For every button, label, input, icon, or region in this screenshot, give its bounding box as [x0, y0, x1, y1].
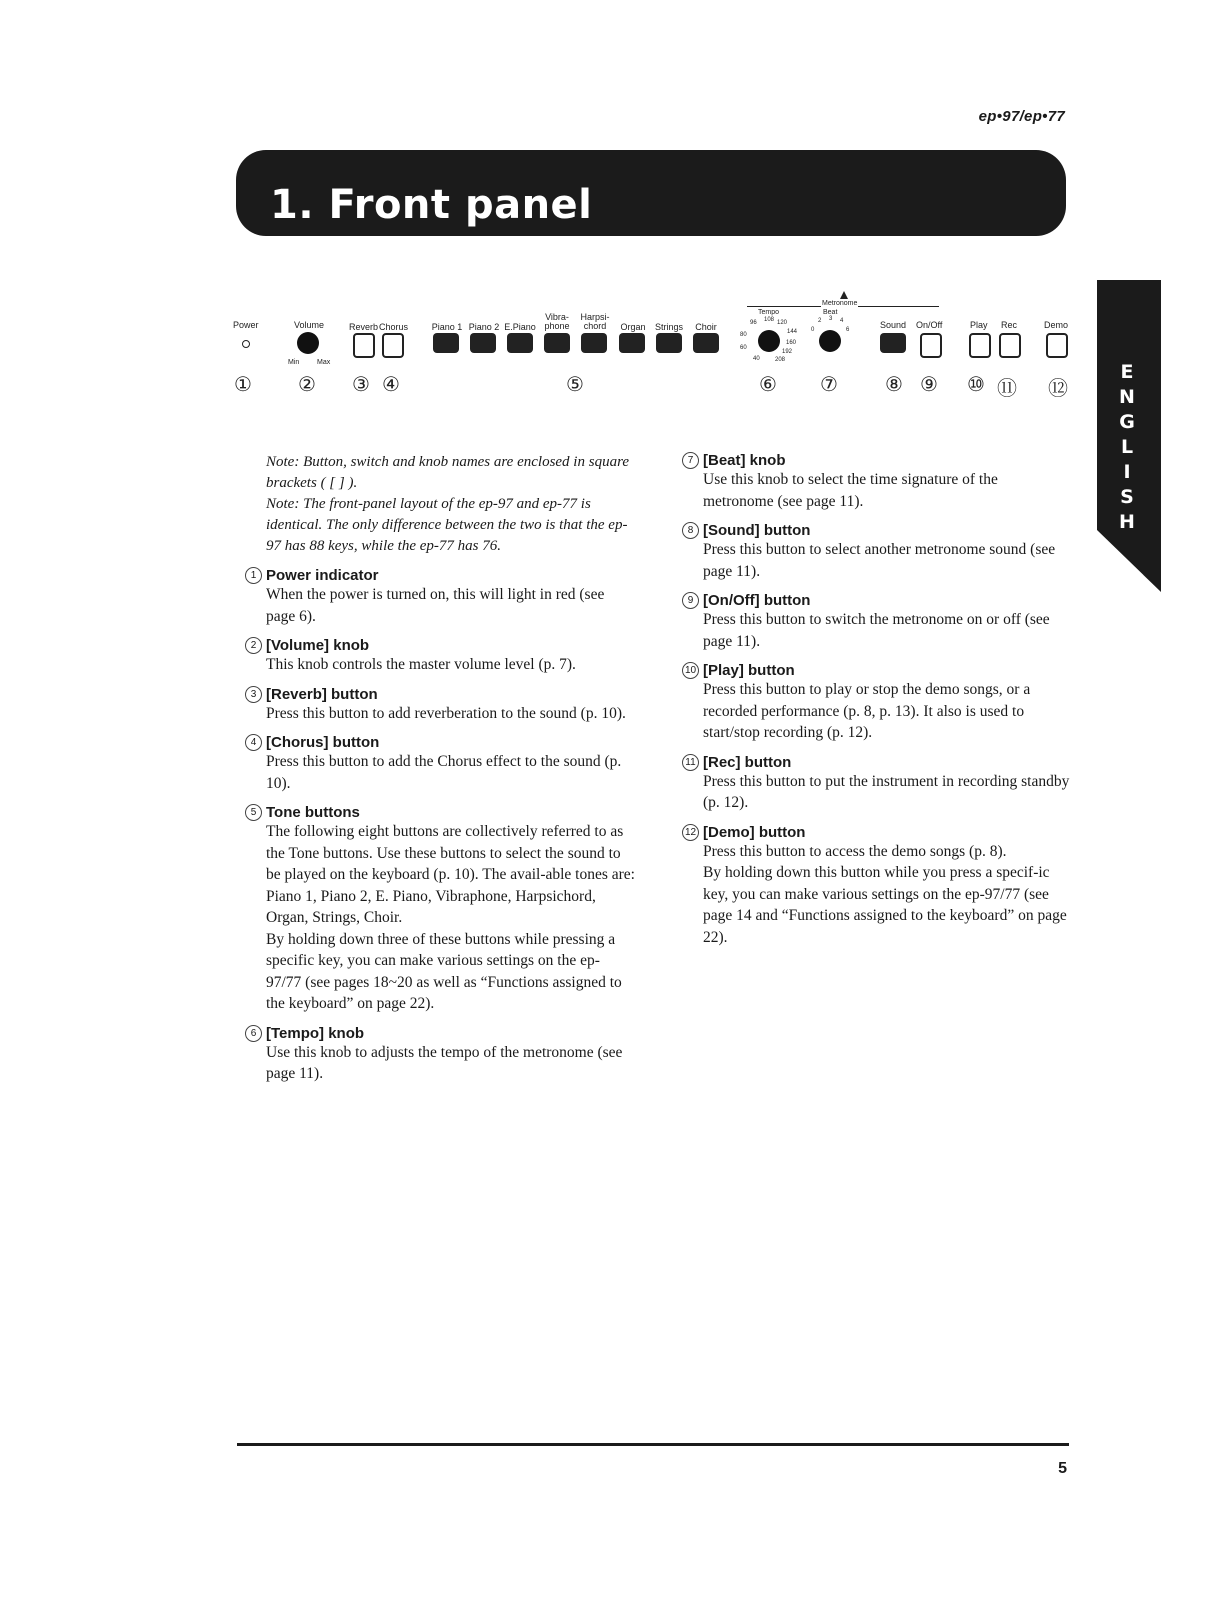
beat-scale-mark: 6	[846, 327, 850, 333]
tone-button-strings	[656, 333, 682, 353]
callout-number: ②	[298, 374, 316, 396]
item-heading	[245, 637, 635, 654]
language-tab-label	[1117, 360, 1137, 535]
item-title: [Volume] knob	[266, 637, 370, 654]
page-number: 5	[1058, 1460, 1067, 1477]
play-label: Play	[970, 320, 988, 330]
reverb-button	[353, 333, 375, 358]
item-heading	[682, 592, 1072, 609]
tab-letter: E	[1120, 361, 1134, 383]
note: Note: Button, switch and knob names are enclosed in square brackets ( [ ] ).	[266, 454, 630, 491]
right-column	[682, 442, 1072, 948]
callout-number: ⑧	[885, 374, 903, 396]
tone-button-piano-1	[433, 333, 459, 353]
item-description: Press this button to access the demo songs (p. 8).	[703, 842, 1007, 860]
callout-number: ⑪	[997, 378, 1017, 400]
item-heading	[682, 824, 1072, 841]
tone-button-organ	[619, 333, 645, 353]
item-title: [Sound] button	[703, 522, 811, 539]
item-number: 6	[245, 1025, 262, 1042]
tab-letter: N	[1119, 386, 1135, 408]
tone-label: E.Piano	[504, 322, 536, 332]
tempo-knob	[758, 330, 780, 352]
item-description: Press this button to put the instrument in recording standby (p. 12).	[703, 772, 1070, 811]
item-title: [Tempo] knob	[266, 1024, 365, 1042]
tab-letter: S	[1120, 486, 1134, 508]
item-heading	[245, 1025, 635, 1042]
callout-number: ③	[352, 374, 370, 396]
reverb-label: Reverb	[349, 322, 379, 332]
item-number: 8	[682, 522, 699, 539]
item-number: 11	[682, 754, 699, 771]
callout-number: ⑩	[967, 374, 985, 396]
metronome-label: Metronome	[822, 300, 858, 307]
tab-letter: I	[1123, 461, 1131, 483]
callout-number: ⑥	[759, 374, 777, 396]
tone-label: Piano 1	[431, 322, 463, 332]
item-heading	[245, 686, 635, 703]
item-number: 9	[682, 592, 699, 609]
item-title: [Chorus] button	[266, 734, 380, 751]
power-indicator-led	[242, 340, 250, 348]
tone-button-piano-2	[470, 333, 496, 353]
item-number: 1	[245, 567, 262, 584]
footer-rule	[237, 1443, 1069, 1446]
item-title: [Rec] button	[703, 753, 792, 771]
tempo-scale-mark: 60	[740, 345, 747, 351]
tempo-scale-mark: 208	[775, 357, 786, 363]
callout-number: ⑤	[566, 374, 584, 396]
beat-scale-mark: 0	[811, 327, 815, 333]
tempo-scale-mark: 160	[786, 340, 797, 346]
tempo-scale-mark: 192	[782, 349, 793, 355]
item-number: 5	[245, 804, 262, 821]
tab-letter: L	[1120, 436, 1134, 458]
item-number: 10	[682, 662, 699, 679]
item-heading	[682, 522, 1072, 539]
tab-letter: H	[1119, 511, 1135, 533]
item-heading	[245, 567, 635, 584]
item-title: [Play] button	[703, 662, 795, 679]
item-number: 4	[245, 734, 262, 751]
beat-label: Beat	[823, 309, 838, 316]
beat-scale-mark: 3	[829, 316, 833, 322]
onoff-label: On/Off	[916, 320, 943, 330]
tempo-scale-mark: 120	[777, 320, 788, 326]
sound-label: Sound	[880, 320, 907, 330]
item-description: Press this button to switch the metronome on or off (see page 11).	[703, 611, 1050, 650]
beat-scale-mark: 2	[818, 318, 822, 324]
tempo-scale-mark: 108	[764, 317, 775, 323]
demo-button	[1046, 333, 1068, 358]
item-title: [Reverb] button	[266, 685, 378, 703]
item-number: 7	[682, 452, 699, 469]
item-heading	[682, 754, 1072, 771]
tone-label: Choir	[695, 322, 717, 332]
volume-min-label: Min	[288, 359, 300, 366]
item-number: 3	[245, 686, 262, 703]
tone-label: Organ	[620, 322, 646, 332]
item-heading	[245, 804, 635, 821]
tempo-scale-mark: 144	[787, 329, 798, 335]
tempo-scale-mark: 40	[753, 356, 760, 362]
tempo-scale-mark: 80	[740, 332, 747, 338]
power-label: Power	[233, 320, 259, 330]
tone-button-choir	[693, 333, 719, 353]
tone-label: Piano 2	[468, 322, 500, 332]
item-number: 2	[245, 637, 262, 654]
model-name: ep•97/ep•77	[978, 108, 1065, 125]
item-title: Power indicator	[266, 567, 379, 584]
item-description: This knob controls the master volume level (p. 7).	[266, 656, 576, 673]
tone-label: Harpsi- chord	[580, 312, 610, 331]
tone-button-vibraphone	[544, 333, 570, 353]
tone-button-e-piano	[507, 333, 533, 353]
item-heading	[682, 452, 1072, 469]
item-description: Press this button to add reverberation to the sound (p. 10).	[266, 704, 626, 722]
volume-label: Volume	[294, 320, 325, 330]
callout-number: ⑫	[1048, 378, 1068, 400]
tab-letter: G	[1119, 411, 1135, 433]
onoff-button	[920, 333, 942, 358]
language-tab-corner	[1097, 530, 1161, 592]
chorus-button	[382, 333, 404, 358]
callout-number: ⑨	[920, 374, 938, 396]
rec-label: Rec	[1001, 320, 1018, 330]
item-description: Press this button to select another metronome sound (see page 11).	[703, 541, 1056, 580]
tone-label: Strings	[654, 322, 683, 332]
rec-button	[999, 333, 1021, 358]
item-description: Use this knob to select the time signature of the metronome (see page 11).	[703, 471, 998, 510]
tempo-scale-mark: 96	[750, 320, 757, 326]
tone-label: Vibra- phone	[544, 312, 570, 331]
item-description: When the power is turned on, this will light in red (see page 6).	[266, 586, 605, 625]
item-description: By holding down this button while you press a specif-ic key, you can make various settings on the ep-97/77 (see page 14 and “Functions assigned to the keyboard” on page 22).	[703, 864, 1067, 946]
callout-number: ①	[234, 374, 252, 396]
item-description: Press this button to play or stop the demo songs, or a recorded performance (p. 8, p. 13). It also is used to start/stop recording (p. 12).	[703, 681, 1031, 741]
left-column	[245, 452, 635, 1085]
item-description: By holding down three of these buttons while pressing a specific key, you can make various settings on the ep-97/77 (see pages 18~20 as well as “Functions assigned to the keyboard” on page 22).	[266, 930, 622, 1012]
section-title: 1. Front panel	[270, 182, 593, 228]
item-heading	[245, 734, 635, 751]
beat-knob	[819, 330, 841, 352]
beat-scale-mark: 4	[840, 318, 844, 324]
item-heading	[682, 662, 1072, 679]
note: Note: The front-panel layout of the ep-97 and ep-77 is identical. The only difference between the two is that the ep-97 has 88 keys, while the ep-77 has 76.	[266, 496, 628, 554]
callout-number: ⑦	[820, 374, 838, 396]
tone-button-harpsichord	[581, 333, 607, 353]
item-title: [Beat] knob	[703, 452, 786, 469]
play-button	[969, 333, 991, 358]
item-description: Press this button to add the Chorus effect to the sound (p. 10).	[266, 753, 622, 792]
volume-knob	[297, 332, 319, 354]
callout-number: ④	[382, 374, 400, 396]
item-title: [Demo] button	[703, 823, 806, 841]
chorus-label: Chorus	[379, 322, 409, 332]
item-title: Tone buttons	[266, 804, 360, 821]
item-title: [On/Off] button	[703, 592, 811, 609]
item-description: The following eight buttons are collectively referred to as the Tone buttons. Use these buttons to select the sound to be played on the keyboard (p. 10). The avail-able tones are: Piano 1, Piano 2, E. Piano, Vibraphone, Harpsichord, Organ, Strings, Choir.	[266, 823, 635, 926]
item-number: 12	[682, 824, 699, 841]
metronome-icon	[840, 291, 848, 299]
sound-button	[880, 333, 906, 353]
tempo-label: Tempo	[758, 309, 780, 316]
volume-max-label: Max	[317, 359, 331, 366]
demo-label: Demo	[1044, 320, 1069, 330]
item-description: Use this knob to adjusts the tempo of the metronome (see page 11).	[266, 1043, 623, 1082]
